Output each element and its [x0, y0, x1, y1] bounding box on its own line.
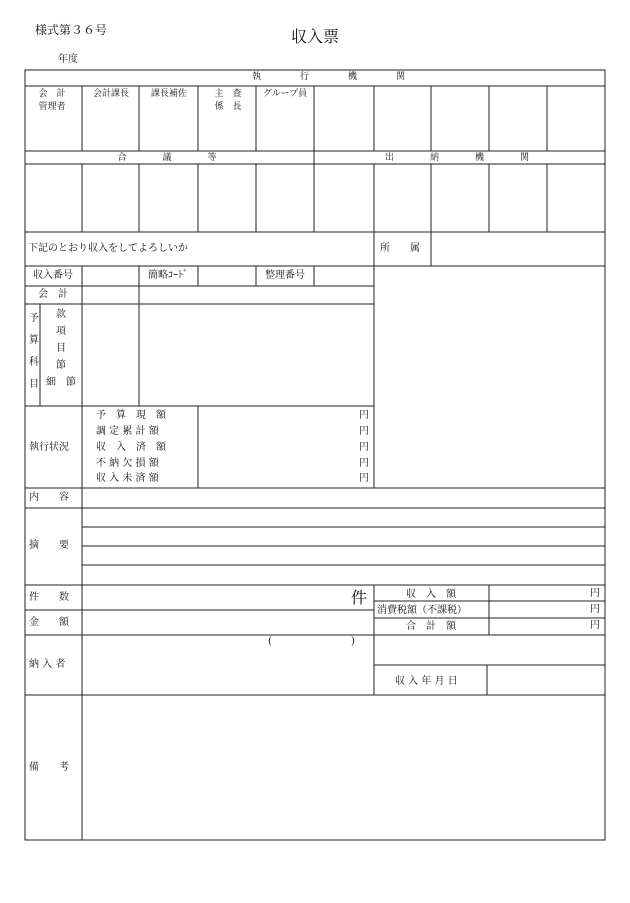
summary-label: 摘 要 [29, 540, 69, 551]
treasury-org-heading: 出 納 機 関 [384, 153, 536, 163]
content-label: 内 容 [29, 492, 69, 503]
affiliation-label: 所 属 [380, 243, 420, 254]
assistant-chief-label: 課長補佐 [150, 89, 188, 99]
exec-row-unit: 円 [359, 426, 369, 437]
abbrev-code-field[interactable] [199, 267, 255, 285]
exec-row-label: 不 納 欠 損 額 [96, 458, 159, 469]
accounting-label: 会 計 [38, 289, 68, 300]
reference-number-field[interactable] [315, 267, 373, 285]
accounting-field[interactable] [140, 287, 373, 303]
exec-row-unit: 円 [359, 410, 369, 421]
approval-statement: 下記のとおり収入をしてよろしいか [28, 243, 188, 254]
amount-field[interactable] [83, 611, 373, 634]
payer-label: 納 入 者 [29, 659, 66, 670]
count-label: 件 数 [29, 592, 69, 603]
abbrev-code-label: 簡略ｺｰﾄﾞ [148, 270, 188, 281]
budget-subject-field[interactable] [140, 305, 373, 405]
payer-paren-close: ) [351, 636, 355, 647]
exec-row-unit: 円 [359, 458, 369, 469]
consumption-tax-unit: 円 [590, 604, 600, 615]
form-number: 様式第３６号 [35, 23, 108, 37]
exec-row-label: 予 算 現 額 [96, 410, 166, 421]
exec-row-unit: 円 [359, 473, 369, 484]
total-amount-field[interactable] [490, 619, 588, 634]
receipt-number-field[interactable] [83, 267, 138, 285]
consumption-tax-field[interactable] [490, 602, 588, 617]
stamp-box-assistant-chief[interactable] [140, 100, 197, 150]
receipt-date-label: 収 入 年 月 日 [395, 676, 458, 687]
budget-subject-char-2: 算 [29, 335, 39, 346]
receipt-number-label: 収入番号 [33, 270, 73, 281]
budget-subject-char-1: 予 [29, 313, 39, 324]
budget-level-setsu: 節 [56, 360, 66, 371]
stamp-box-accounting-chief[interactable] [83, 100, 138, 150]
exec-row-label: 調 定 累 計 額 [96, 426, 159, 437]
consultation-heading: 合 議 等 [117, 153, 223, 163]
amount-label: 金 額 [29, 617, 69, 628]
accounting-manager-label-1: 会 計 [38, 89, 66, 99]
budget-level-saisetsu: 細 節 [46, 377, 76, 388]
group-member-label: グループ員 [262, 89, 308, 99]
count-field[interactable] [83, 586, 348, 609]
exec-row-label: 収 入 未 済 額 [96, 473, 159, 484]
stamp-box-accounting-manager[interactable] [26, 116, 81, 150]
stamp-box-group-member[interactable] [257, 100, 313, 150]
payer-field[interactable] [83, 636, 373, 694]
budget-subject-char-4: 目 [29, 379, 39, 390]
exec-row-label: 収 入 済 額 [96, 442, 166, 453]
accounting-manager-label-2: 管理者 [38, 102, 66, 112]
chief-label-2: 係 長 [214, 102, 242, 112]
budget-level-kan: 款 [56, 309, 66, 320]
receipt-date-field[interactable] [488, 666, 604, 694]
fiscal-year-label: 年度 [58, 54, 78, 65]
remarks-label: 備 考 [29, 762, 69, 773]
income-amount-label: 収 入 額 [406, 589, 456, 600]
execution-org-heading: 執 行 機 関 [251, 72, 409, 82]
exec-row-unit: 円 [359, 442, 369, 453]
affiliation-field[interactable] [432, 233, 604, 265]
content-field[interactable] [83, 489, 604, 507]
chief-label-1: 主 査 [214, 89, 242, 99]
payer-paren-open: ( [268, 636, 272, 647]
stamp-box-chief[interactable] [199, 116, 255, 150]
accounting-chief-label: 会計課長 [92, 89, 130, 99]
remarks-field[interactable] [83, 696, 604, 839]
income-amount-field[interactable] [490, 586, 588, 600]
budget-level-moku: 目 [56, 343, 66, 354]
budget-subject-char-3: 科 [29, 357, 39, 368]
reference-number-label: 整理番号 [265, 270, 305, 281]
execution-status-label: 執行状況 [29, 442, 69, 453]
summary-field[interactable] [83, 509, 604, 584]
execution-status-amounts[interactable] [199, 407, 354, 487]
count-unit: 件 [351, 588, 368, 607]
total-amount-unit: 円 [590, 620, 600, 631]
total-amount-label: 合 計 額 [406, 621, 456, 632]
income-amount-unit: 円 [590, 588, 600, 599]
page-title: 収入票 [290, 27, 340, 46]
consumption-tax-label: 消費税額（不課税） [377, 605, 467, 616]
budget-level-kou: 項 [56, 326, 66, 337]
